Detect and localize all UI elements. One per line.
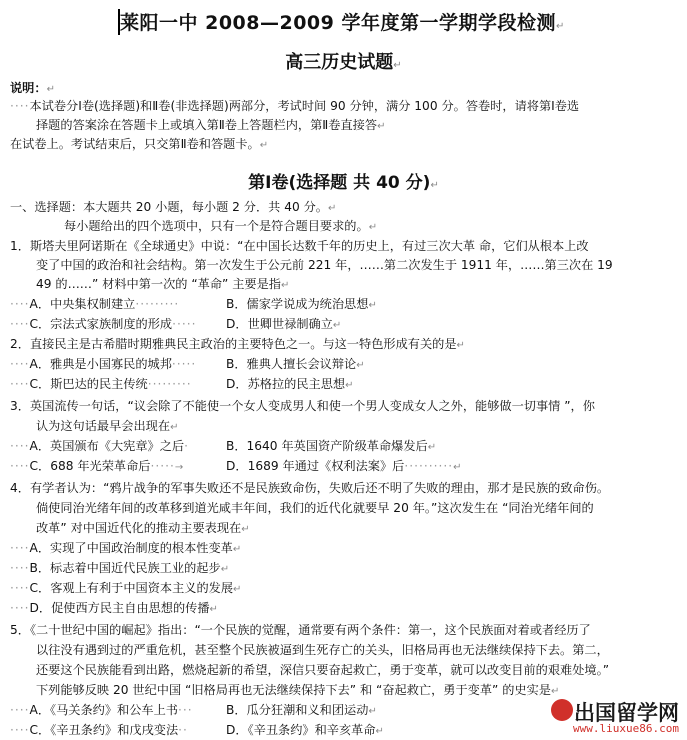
question-1-line-3: 49 的……” 材料中第一次的 “革命” 主要是指↵ (36, 277, 290, 291)
question-3-line-1: 3．英国流传一句话，“议会除了不能使一个女人变成男人和使一个男人变成女人之外，能够做一切事情 ”，你 (10, 399, 595, 413)
question-5-option-d[interactable]: D．《辛丑条约》和辛亥革命↵ (226, 723, 384, 737)
question-5-option-a[interactable]: ····A．《马关条约》和公车上书··· (10, 703, 193, 717)
question-4-option-b[interactable]: ····B．标志着中国近代民族工业的起步↵ (10, 561, 230, 575)
question-2-option-d[interactable]: D．苏格拉的民主思想↵ (226, 377, 354, 391)
question-3-option-b[interactable]: B．1640 年英国资产阶级革命爆发后↵ (226, 439, 437, 453)
question-3-options-row-1 (10, 438, 670, 454)
watermark-url: www.liuxue86.com (573, 722, 679, 735)
question-3-option-c[interactable]: ····C．688 年光荣革命后·····→ (10, 459, 184, 473)
site-watermark (513, 697, 683, 737)
question-1-option-c[interactable]: ····C．宗法式家族制度的形成····· (10, 317, 197, 331)
question-2-line-1: 2．直接民主是古希腊时期雅典民主政治的主要特色之一。与这一特色形成有关的是↵ (10, 337, 465, 351)
watermark-name: 出国留学网 (574, 701, 679, 725)
section-intro-2: 每小题给出的四个选项中，只有一个是符合题目要求的。↵ (64, 219, 378, 233)
question-5-line-3: 还要这个民族能看到出路，燃烧起新的希望，深信只要奋起救亡，勇于变革，就可以改变目前的艰难处境。” (36, 663, 610, 677)
question-4-line-1: 4．有学者认为：“鸦片战争的军事失败还不是民族致命伤，失败后还不明了失败的理由，那才是民族的致命伤。 (10, 481, 610, 495)
question-2-options-row-2 (10, 376, 670, 392)
question-5-line-2: 以往没有遇到过的严重危机，甚至整个民族被逼到生死存亡的关头，旧格局再也无法继续保持下去。第二， (36, 643, 609, 657)
section-title: 第Ⅰ卷(选择题 共 40 分)↵ (248, 173, 439, 193)
question-5-option-b[interactable]: B．瓜分狂潮和义和团运动↵ (226, 703, 377, 717)
exam-title: 莱阳一中 2008—2009 学年度第一学期学段检测↵ (120, 12, 565, 34)
question-2-options-row-1 (10, 356, 670, 372)
question-4-line-3: 改革” 对中国近代化的推动主要表现在↵ (36, 521, 250, 535)
question-2-option-c[interactable]: ····C．斯巴达的民主传统········· (10, 377, 192, 391)
question-1-option-d[interactable]: D．世卿世禄制确立↵ (226, 317, 342, 331)
question-4-option-d[interactable]: ····D．促使西方民主自由思想的传播↵ (10, 601, 218, 615)
question-3-option-d[interactable]: D．1689 年通过《权利法案》后··········↵ (226, 459, 462, 473)
exam-subtitle: 高三历史试题↵ (285, 52, 402, 73)
question-5-line-1: 5．《二十世纪中国的崛起》指出：“一个民族的觉醒，通常要有两个条件：第一，这个民族面对着或者经历了 (10, 623, 591, 637)
watermark-logo-icon (551, 699, 573, 721)
question-3-option-a[interactable]: ····A．英国颁布《大宪章》之后· (10, 439, 189, 453)
question-1-line-1: 1．斯塔夫里阿诺斯在《全球通史》中说：“在中国长达数千年的历史上，有过三次大革 命，它们从根本上改 (10, 239, 589, 253)
instructions-line-2: 择题的答案涂在答题卡上或填入第Ⅱ卷上答题栏内，第Ⅱ卷直接答↵ (36, 118, 386, 132)
question-1-line-2: 变了中国的政治和社会结构。第一次发生于公元前 221 年，……第二次发生于 1911 年，……第三次在 19 (36, 258, 613, 272)
question-5-line-4: 下列能够反映 20 世纪中国 “旧格局再也无法继续保持下去” 和 “奋起救亡，勇于变革” 的史实是↵ (36, 683, 560, 697)
instructions-label: 说明：↵ (10, 81, 55, 95)
question-1-option-a[interactable]: ····A．中央集权制建立········· (10, 297, 180, 311)
instructions-line-3: 在试卷上。考试结束后，只交第Ⅱ卷和答题卡。↵ (10, 137, 269, 151)
question-2-option-b[interactable]: B．雅典人擅长会议辩论↵ (226, 357, 365, 371)
question-1-options-row-2 (10, 316, 670, 332)
question-4-option-c[interactable]: ····C．客观上有利于中国资本主义的发展↵ (10, 581, 242, 595)
question-2-option-a[interactable]: ····A．雅典是小国寡民的城邦····· (10, 357, 197, 371)
question-3-options-row-2 (10, 458, 670, 474)
section-intro-1: 一、选择题：本大题共 20 小题，每小题 2 分．共 40 分。↵ (10, 200, 337, 214)
question-5-option-c[interactable]: ····C．《辛丑条约》和戊戌变法·· (10, 723, 188, 737)
question-3-line-2: 认为这句话最早会出现在↵ (36, 419, 179, 433)
question-1-option-b[interactable]: B．儒家学说成为统治思想↵ (226, 297, 377, 311)
question-1-options-row-1 (10, 296, 670, 312)
question-4-option-a[interactable]: ····A．实现了中国政治制度的根本性变革↵ (10, 541, 242, 555)
instructions-line-1: ····本试卷分Ⅰ卷(选择题)和Ⅱ卷(非选择题)两部分，考试时间 90 分钟，满分 100 分。答卷时，请将第Ⅰ卷选 (10, 99, 580, 113)
question-4-line-2: 倘使同治光绪年间的改革移到道光咸丰年间，我们的近代化就要早 20 年。”这次发生在 “同治光绪年间的 (36, 501, 594, 515)
